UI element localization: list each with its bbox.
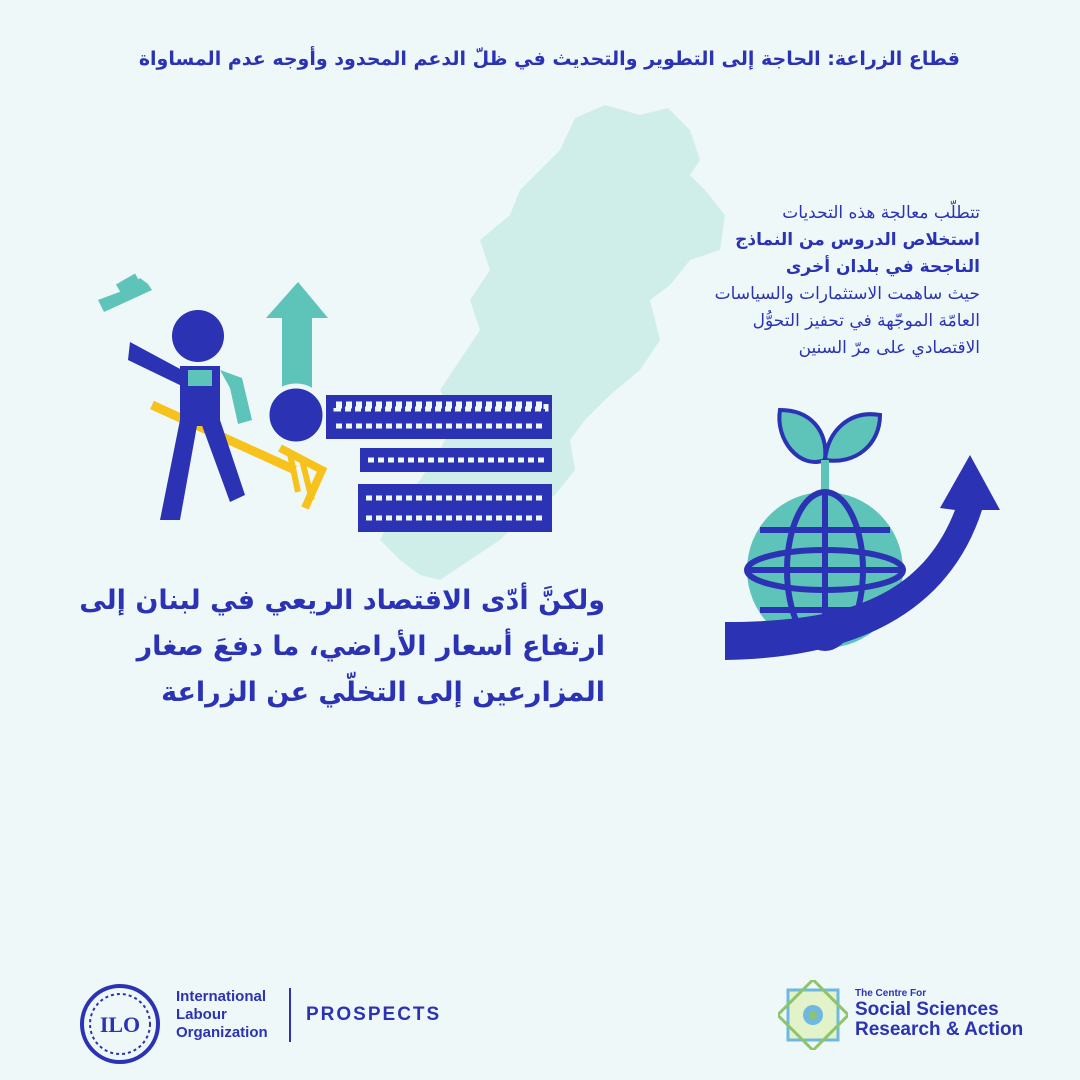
right-panel-text [560, 200, 980, 362]
right-line-4: حيث ساهمت الاستثمارات والسياسات [714, 284, 980, 304]
hat-icon [98, 273, 152, 312]
right-line-6: الاقتصادي على مرّ السنين [798, 338, 980, 358]
right-line-3: الناجحة في بلدان أخرى [785, 257, 980, 277]
cssra-line-1: Social Sciences [855, 999, 999, 1020]
cssra-line-2: Research & Action [855, 1019, 1024, 1040]
right-line-5: العامّة الموجّهة في تحفيز التحوُّل [752, 311, 980, 331]
prospects-logo: PROSPECTS [306, 1004, 442, 1025]
ilo-emblem-icon [78, 982, 162, 1066]
ilo-line-1: International [176, 988, 267, 1005]
statement-line-1: ولكنَّ أدّى الاقتصاد الريعي في لبنان إلى [79, 585, 605, 616]
globe-seedling-illustration [720, 400, 1010, 680]
main-statement [60, 578, 605, 716]
cssra-name [855, 988, 1023, 1040]
ilo-organization-name [176, 988, 286, 1042]
ilo-emblem-text: ILO [99, 1012, 141, 1037]
right-line-1: تتطلّب معالجة هذه التحديات [782, 203, 980, 223]
page-title: قطاع الزراعة: الحاجة إلى التطوير والتحديث في ظلّ الدعم المحدود وأوجه عدم المساواة [138, 48, 960, 70]
footer-divider [289, 988, 291, 1042]
farmer-illustration [90, 270, 560, 540]
ilo-line-2: Labour [176, 1006, 227, 1023]
statement-line-2: ارتفاع أسعار الأراضي، ما دفعَ صغار [136, 631, 605, 662]
ilo-line-3: Organization [176, 1024, 268, 1041]
up-arrow-icon [266, 282, 328, 390]
right-line-2: استخلاص الدروس من النماذج [735, 230, 980, 250]
cssra-pattern-icon [778, 980, 848, 1050]
statement-line-3: المزارعين إلى التخلّي عن الزراعة [161, 677, 605, 708]
farmer-icon [128, 310, 252, 520]
cssra-small: The Centre For [855, 988, 927, 999]
